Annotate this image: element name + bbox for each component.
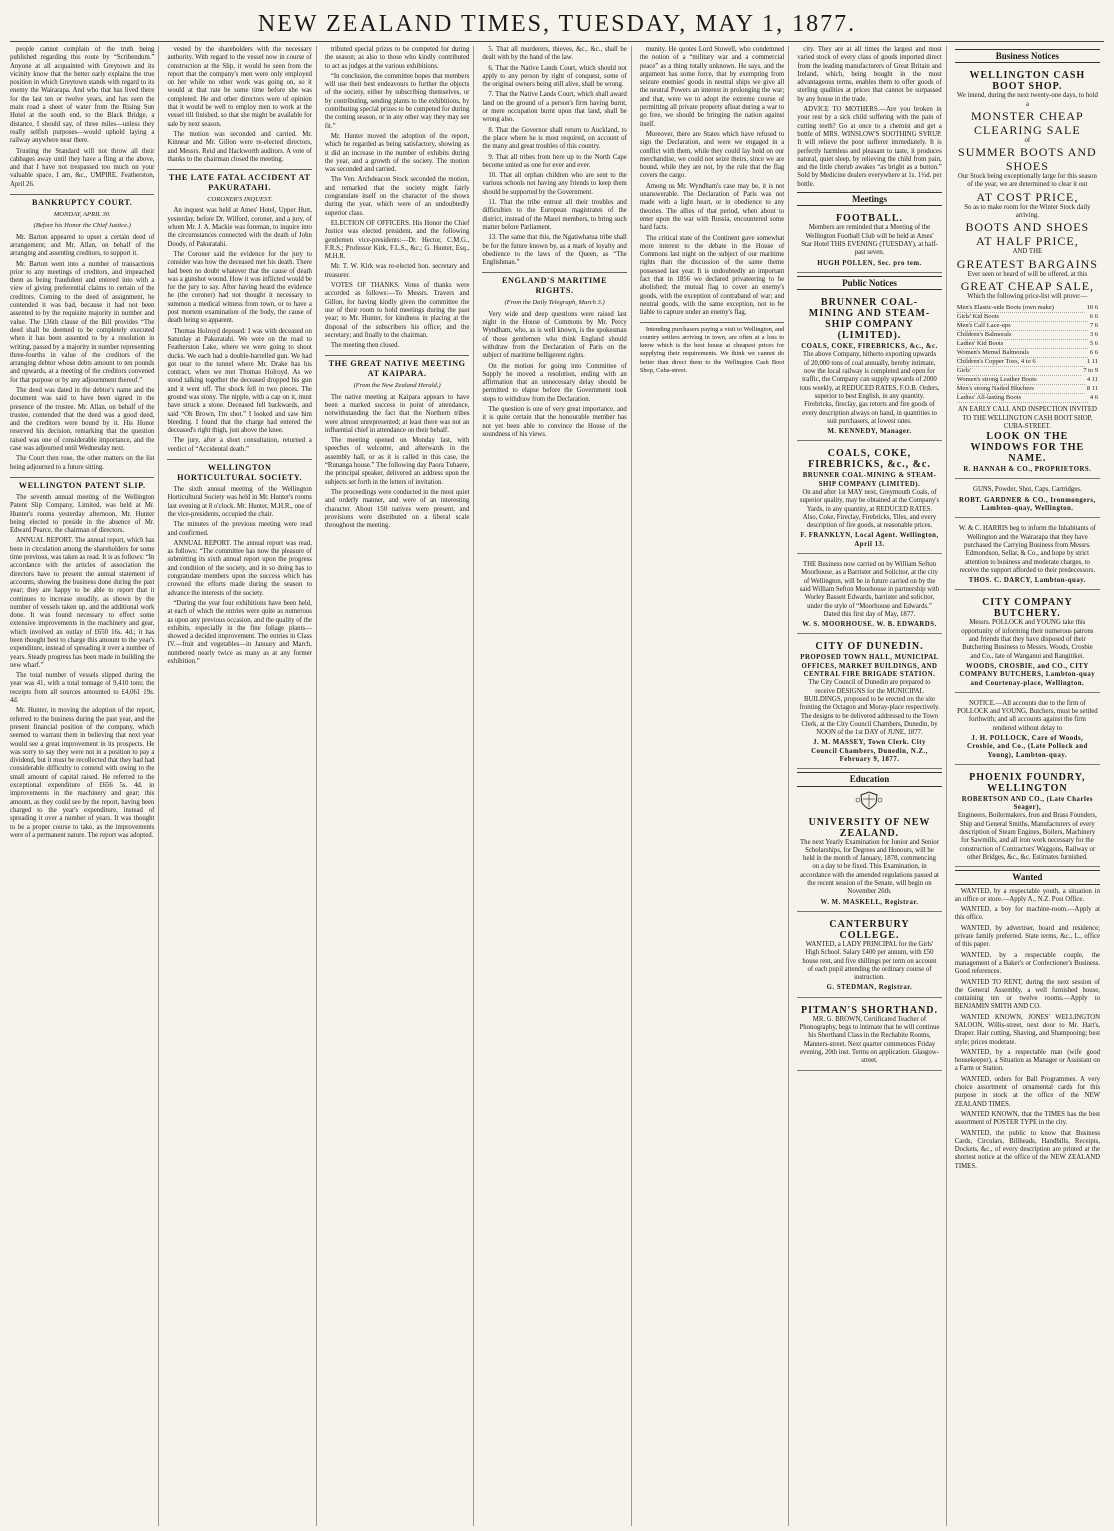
ad-headline: LOOK ON THE WINDOWS FOR THE NAME. — [970, 431, 1085, 465]
canterbury-ad — [797, 915, 941, 998]
paragraph: The meeting then closed. — [330, 342, 400, 350]
ad-text: The City Council of Dunedin are prepared to receive DESIGNS for the MUNICIPAL BUILDINGS, proposed to be erected on the site fronting the Octagon and Moray-place respectively. The designs to be delivered addressed to the Town Clerk, at the City Council Chambers, Dunedin, by NOON of the 1st DAY of JUNE, 1877. — [799, 679, 940, 737]
article-heading: WELLINGTON HORTICULTURAL SOCIETY. — [167, 459, 311, 483]
paragraph: Very wide and deep questions were raised last night in the House of Commons by Mr. Percy Wyndham, who, as is well known, is the spokesman of those gentlemen who think England should withdraw from the Declaration of Paris on the subject of maritime belligerent rights. — [482, 310, 627, 360]
columns — [10, 46, 1104, 1526]
paragraph: ADVICE TO MOTHERS.—Are you broken in your rest by a sick child suffering with the pain of cutting teeth? Go at once to a chemist and get a bottle of MRS. WINSLOW'S SOOTHING SYRUP. It will relieve the poor sufferer immediately. It is perfectly harmless and pleasant to taste, it produces natural, quiet sleep, by relieving the child from pain, and the little cherub awakes “as bright as a button.” Sold by Medicine dealers everywhere at 1s. 1½d. per bottle. — [797, 106, 942, 188]
price-row: Men's Calf Lace-ups 7 6 — [956, 322, 1099, 330]
paragraph: 9. That all tribes from here up to the North Cape become united as one for ever and ever. — [482, 153, 627, 169]
ad-title: PITMAN'S SHORTHAND. — [800, 1004, 938, 1016]
paragraph: The minutes of the previous meeting were read and confirmed. — [167, 521, 312, 537]
paragraph: Among us Mr. Wyndham's case may be, it is not unanswerable. The Declaration of Paris was not made with a light heart, or in obedience to any theories. The allies of that period, when about to enter upon the war with Russia, encountered some hard facts. — [639, 182, 785, 232]
ad-subtitle: BRUNNER COAL-MINING & STEAM-SHIP COMPANY (LIMITED). — [802, 472, 937, 488]
paragraph: people cannot complain of the truth being published regarding this route by “Scribendum.” Anyone at all acquainted with Greytown and its vicinity know that the better early explains the true position in which Greytown stands with regard to its enemy the Wairarapa. And who that has lived there for the last ten or twelve years, and has seen the main road a sheet of water from the Rising Sun Hotel at the south end, to the Black Bridge, a distance, I should say, of three miles—unless they really selfish purposes—would uphold laying a railway anywhere near there. — [10, 46, 155, 145]
dateline: MONDAY, APRIL 30. — [53, 211, 111, 219]
paragraph: 13. The same that this, the Ngatiwhatua tribe shall be for the future known by, as a mark of loyalty and obedience to the laws of the Queen, as “The Englishman.” — [482, 234, 627, 267]
bottom-notice: Intending purchasers paying a visit to Wellington, and country settlers arriving in town, are often at a loss to know which is the best house at cheapest prices for supplying their requirements. We think we cannot do better than direct them to the Wellington Cash Boot Shop, Cuba-street. — [640, 322, 784, 376]
paragraph: Mr. Hunter, in moving the adoption of the report, referred to the business during the past year, and the present financial position of the company, which seemed to warrant them in believing that next year would see a great improvement in its prospects. He was sorry to say they were not in a position to pay a dividend, but it must be recollected that they had had considerable difficulty to contend with owing to the small amount of capital raised. He referred to the exceptional expenditure of £656 5s. 4d. in improvements in the machinery and gear; this amount, as they could see by the report, having been charged to the year's expenditure, instead of spreading it over a number of years. It was thought to be a proper course to take, as the improvements were of a permanent nature. The report was adopted. — [10, 707, 155, 839]
ad-title: PHOENIX FOUNDRY, WELLINGTON — [969, 771, 1086, 794]
section-header-meetings: Meetings — [797, 192, 941, 206]
article-heading: THE GREAT NATIVE MEETING AT KAIPARA. — [325, 355, 469, 379]
paragraph: Moreover, there are States which have refused to sign the Declaration, and were we engaged in a conflict with them, while they could lay hold on our merchandise, we could not seize theirs, since we are bound, while they are not, by the rule that the flag covers the cargo. — [639, 130, 785, 180]
paragraph: city. They are at all times the largest and most varied stock of every class of goods imported direct from the leading manufacturers of Great Britain and Ireland, which, being bought in the most advantageous terms, enables them to offer goods of sterling qualities at prices that cannot be surpassed by any house in the trade. — [797, 46, 942, 103]
ad-headline: MONSTER CHEAP CLEARING SALE — [971, 108, 1084, 137]
column-1 — [10, 46, 159, 1526]
price-row: Children's Balmorals 3 6 — [956, 331, 1099, 339]
ad-headline: AT COST PRICE, — [976, 189, 1079, 204]
ad-text: So as to make room for the Winter Stock daily arriving. — [964, 203, 1091, 220]
paragraph: The native meeting at Kaipara appears to have been a marked success in point of attendance, notwithstanding the fact that the Northern tribes were almost unrepresented; at least there was not an influential chief in attendance on their behalf. — [324, 393, 470, 434]
ad-signature: THOS. C. DARCY, Lambton-quay. — [968, 577, 1086, 585]
ad-signature: W. S. MOORHOUSE. W. B. EDWARDS. — [802, 621, 937, 629]
dunedin-ad — [797, 637, 941, 769]
ad-signature: ROBT. GARDNER & CO., Ironmongers, Lambton-quay, Wellington. — [959, 496, 1096, 513]
paragraph: Mr. Hunter moved the adoption of the report, which he regarded as being satisfactory, showing as it did an increase in the number of exhibits during the year, and a growth of the society. The motion was seconded and carried. — [324, 132, 470, 174]
football-notice — [797, 209, 941, 272]
wanted-ad: WANTED, the public to know that Business Cards, Circulars, Billheads, Handbills, Receipts, Dockets, &c., of every description are printed at the shortest notice at the office of the NEW ZEALAND TIMES. — [954, 1129, 1101, 1170]
article-subhead: (From the New Zealand Herald.) — [353, 382, 441, 390]
paragraph: 11. That the tribe entrust all their troubles and difficulties to the European magistrates of the district, instead of the Maori members, to bring such matter before Parliament. — [482, 199, 627, 231]
article-subhead: (From the Daily Telegraph, March 3.) — [504, 299, 605, 307]
wanted-ad: WANTED, by a respectable youth, a situation in an office or store.—Apply A., N.Z. Post Office. — [954, 887, 1101, 903]
ad-subtitle: PROPOSED TOWN HALL, MUNICIPAL OFFICES, MARKET BUILDINGS, AND CENTRAL FIRE BRIGADE STATION. — [800, 654, 939, 679]
ad-text: Messrs. POLLOCK and YOUNG take this opportunity of informing their numerous patrons and friends that they have disposed of their Butchering Business to Messrs. Woods, Crosbie and Co., late of Wanganui and Rangitikei. — [961, 619, 1094, 660]
partnership-notice — [797, 557, 941, 634]
ad-signature: WOODS, CROSBIE, and CO., CITY COMPANY BUTCHERS, Lambton-quay and Courtenay-place, Wellington. — [959, 662, 1096, 687]
section-header-education: Education — [797, 772, 941, 786]
ad-text: On and after 1st MAY next, Greymouth Coals, of superior quality, may be obtained at the Company's Yards, in any quantity, at REDUCED RATES. Also, Coke, Fireclay, Firebricks, Tiles, and every description of fire goods, at reasonable prices. — [799, 488, 940, 530]
column-5 — [640, 46, 789, 1526]
paragraph: “In conclusion, the committee hopes that members will use their best endeavours to further the objects of the society, either by subscribing themselves, or by contributing, sending plants to the exhibitions, by contributing special prizes to be competed for during the coming season, or in any other way they may see fit.” — [324, 72, 470, 130]
article-subhead: CORONER'S INQUEST. — [207, 196, 273, 204]
paragraph: munity. He quotes Lord Stowell, who condemned the notion of a “military war and a commercial peace” as a thing totally unknown. He says, and the argument has some force, that by exempting from seizure enemies' goods in neutral ships we give all the neutral Powers an interest in prolonging the war; and that, were we to adopt the extreme course of permitting all private property afloat during a war to go free, we should be bringing the nation against itself. — [639, 46, 785, 128]
pitman-ad — [797, 1001, 941, 1071]
article-heading: WELLINGTON PATENT SLIP. — [10, 477, 154, 491]
ad-text: Members are reminded that a Meeting of the Wellington Football Club will be held at Ames' Star Hotel THIS EVENING (TUESDAY), at half-past seven. — [801, 224, 938, 257]
ad-subtitle: ROBERTSON AND CO., (Late Charles Seager), — [961, 795, 1094, 812]
column-3 — [325, 46, 474, 1526]
price-row: Ladies' All-lasting Boots 4 6 — [956, 394, 1099, 402]
wanted-ad: WANTED, orders for Ball Programmes. A very choice assortment of ornamental cards for this purpose in stock at the office of the NEW ZEALAND TIMES. — [954, 1075, 1101, 1108]
ad-title: WELLINGTON CASH BOOT SHOP. — [969, 70, 1086, 93]
paragraph: VOTES OF THANKS. Votes of thanks were accorded as follows:—To Messrs. Travers and Gillon, for having kindly given the committee the use of their room to hold meetings during the past year; to Mr. Hunter, for kindness in placing at the disposal of the subscribers his office; and the secretary; and finally to the chairman. — [324, 282, 470, 339]
column-4 — [482, 46, 631, 1526]
paragraph: The meeting opened on Monday last, with speeches of welcome, and afterwards in the assembly hall, or as it is called in this case, the “Runanga house.” The following day Paora Tuhaere, the principal speaker, delivered an address upon the subjects set forth in the letters of invitation. — [324, 437, 470, 486]
ad-title: BRUNNER COAL-MINING AND STEAM-SHIP COMPANY (LIMITED). — [808, 297, 931, 342]
ad-title: CANTERBURY COLLEGE. — [829, 918, 910, 941]
section-header-business-notices: Business Notices — [955, 49, 1100, 63]
wanted-ad: WANTED, by a respectable man (wife good housekeeper), a Situation as Manager or Assistant on a Farm or Station. — [954, 1048, 1101, 1073]
paragraph: The Court then rose, the other matters on the list being adjourned to a future sitting. — [10, 455, 155, 471]
ad-text: MR. G. BROWN, Certificated Teacher of Phonography, begs to intimate that he will continue his Shorthand Class in the Rechabite Rooms, Manners-street. Next quarter commences Friday evening, 20th inst. Terms on application. Glasgow-street. — [799, 1015, 940, 1065]
wanted-ad: WANTED TO RENT, during the next session of the General Assembly, a well furnished house, containing ten or twelve rooms.—Apply to BENJAMIN SMITH AND CO. — [954, 978, 1101, 1011]
paragraph: 8. That the Governor shall return to Auckland, to the place where he is most required, on account of the many and great troubles of this country. — [482, 126, 627, 151]
paragraph: The seventh annual meeting of the Wellington Patent Slip Company, Limited, was held at Mr. Hunter's rooms yesterday afternoon, Mr. Hunter being elected to preside in the absence of Mr. Edward Pearce, the chairman of directors. — [10, 493, 155, 535]
price-list — [957, 304, 1098, 403]
wanted-ad: WANTED KNOWN, that the TIMES has the best assortment of POSTER TYPE in the city. — [954, 1110, 1101, 1127]
paragraph: ELECTION OF OFFICERS. His Honor the Chief Justice was elected president, and the following gentlemen vice-presidents:—Dr. Hector, C.M.G., F.R.S.; Professor Kirk, F.L.S., &c.; G. Hunter, Esq., M.H.R. — [324, 219, 470, 261]
article-heading: ENGLAND'S MARITIME RIGHTS. — [482, 272, 626, 296]
ad-text: AND THE — [1012, 248, 1043, 256]
ad-text: W. & C. HARRIS beg to inform the Inhabitants of Wellington and the Wairarapa that they have purchased the Carrying Business from Messrs. Edmondson, Sellar, & Co., and hope by strict attention to business and moderate charges, to receive the support afforded to their predecessors. — [958, 525, 1096, 574]
section-header-public-notices: Public Notices — [797, 276, 941, 290]
ad-title: COALS, COKE, FIREBRICKS, &c., &c. — [808, 448, 931, 471]
wanted-ad: WANTED, a boy for machine-room.—Apply at this office. — [954, 906, 1101, 922]
paragraph: An inquest was held at Ames' Hotel, Upper Hutt, yesterday, before Dr. Wilford, coroner, and a jury, of whom Mr. J. A. Mackie was foreman, to inquire into the circumstances connected with the death of John Doody, of Pakuratahi. — [167, 207, 312, 248]
paragraph: 10. That all orphan children who are sent to the various schools not having any friends to keep them should be supported by the Government. — [482, 172, 627, 196]
ad-text: WANTED, a LADY PRINCIPAL for the Girls' High School. Salary £400 per annum, with £50 house rent, and five shillings per term on account of each pupil attending the ordinary course of instruction. — [802, 940, 937, 982]
guns-ad — [955, 482, 1100, 518]
accounts-notice — [955, 696, 1100, 765]
paragraph: The critical state of the Continent gave somewhat more interest to the debate in the House of Commons last night on the subject of our maritime rights than the discussion of the same theme possessed last year. It is undoubtedly an important fact that in 1856 we declared privateering to be abolished; the mutual flag to cover an enemy's goods, with the exception of contraband of war; and neutral goods, with the same exception, not to be liable to capture under an enemy's flag. — [639, 234, 785, 317]
paragraph: The deed was dated in the debtor's name and the document was said to have been signed in the presence of the trustee. Mr. Allan, on behalf of the trustee, contended that the deed was a good deed, and the creditors were bound by it. His Honor reserved his decision, remarking that the question raised was one of considerable importance, and the case was adjourned until Wednesday next. — [10, 386, 155, 453]
ad-headline: BOOTS AND SHOES AT HALF PRICE, — [965, 220, 1090, 249]
butchery-ad — [955, 593, 1100, 692]
ad-title: FOOTBALL. — [835, 213, 904, 225]
paragraph: The motion was seconded and carried. Mr. Kinnear and Mr. Gillon were re-elected directors, and Messrs. Reid and Hackworth auditors. A vote of thanks to the chairman closed the meeting. — [167, 130, 312, 163]
price-row: Women's strong Leather Boots 4 11 — [956, 376, 1099, 384]
article-subhead: (Before his Honor the Chief Justice.) — [33, 222, 131, 230]
paragraph: The jury, after a short consultation, returned a verdict of “Accidental death.” — [167, 437, 312, 453]
price-row: Children's Copper Toes, 4 to 6 1 11 — [956, 358, 1099, 366]
phoenix-foundry-ad — [955, 768, 1100, 867]
ad-headline: GREAT CHEAP SALE, — [960, 278, 1095, 293]
ad-text: AN EARLY CALL AND INSPECTION INVITED TO THE WELLINGTON CASH BOOT SHOP, CUBA-STREET. — [957, 406, 1097, 430]
ad-title: CITY OF DUNEDIN. — [815, 641, 924, 653]
paragraph: vested by the shareholders with the necessary authority. With regard to the vessel now in course of construction at the Slip, it would be seen from the report that the company's men were only employed on her while no other work was going on, so it would at that rate be some time before she was completed. He and other directors were of opinion that it would be well to employ men to work at the vessel till finished, so that she might be available for sale by next season. — [167, 46, 312, 128]
paragraph: tributed special prizes to be competed for during the season; as also to those who kindly contributed to act as judges at the various exhibitions. — [324, 46, 470, 70]
paragraph: Thomas Holroyd deposed: I was with deceased on Saturday at Pakuratahi. We were on the road to Featherston Lake, where we were going to shoot ducks. We each had a double-barrelled gun. We had got near to the tunnel where Mr. Drake has his contract, when we met Thomas Holroyd. As we stood talking together the deceased dropped his gun and it went off. The shock fell in two pieces. The ground was stony. The nipple, with a cap on it, must have struck a stone. Deceased fell backwards, and said “Oh Brown, I'm shot.” I looked and saw him bleeding. I found that the charge had entered the deceased's right thigh, just above the knee. — [167, 327, 312, 435]
wanted-ad: WANTED, by a respectable couple, the management of a Baker's or Confectioner's Business. Good references. — [954, 951, 1101, 976]
ad-title: CITY COMPANY BUTCHERY. — [982, 597, 1073, 620]
ad-text: NOTICE.—All accounts due to the firm of POLLOCK and YOUNG, Butchers, must be settled forthwith; and all accounts against the firm rendered without delay to — [957, 699, 1098, 732]
paragraph: The question is one of very great importance, and it is quite certain that the honourable member has not yet been able to convince the House of the soundness of his views. — [482, 405, 627, 438]
ad-subtitle: COALS, COKE, FIREBRICKS, &c., &c. — [801, 343, 938, 351]
ad-text: The next Yearly Examination for Junior and Senior Scholarships, for Degrees and Honours, will be held in the month of January, 1878, commencing on a day to be fixed. This Examination, in accordance with the amended regulations passed at the recent session of the Senate, will begin on November 26th. — [800, 838, 939, 896]
coals-ad — [797, 444, 941, 554]
price-row: Ladies' Kid Boots 5 6 — [956, 340, 1099, 348]
article-heading: THE LATE FATAL ACCIDENT AT PAKURATAHI. — [167, 169, 311, 193]
column-6 — [797, 46, 946, 1526]
brunner-ad — [797, 293, 941, 441]
coat-of-arms-icon — [855, 790, 883, 810]
column-7 — [955, 46, 1104, 1526]
section-header-wanted: Wanted — [955, 870, 1100, 884]
ad-headline: GREATEST BARGAINS — [956, 256, 1098, 271]
paragraph: The sixth annual meeting of the Wellington Horticultural Society was held in Mr. Hunter's rooms last evening at 8 o'clock. Mr. Hunter, M.H.R., one of the vice-presidents, occupied the chair. — [167, 486, 312, 518]
column-2 — [167, 46, 316, 1526]
paragraph: 6. That the Native Lands Court, which should not apply to any person by right of conquest, some of the original owners being still alive, shall be wrong. — [482, 64, 627, 89]
paragraph: 7. That the Native Lands Court, which shall award land on the ground of a person's firm having burnt, or mere occupation burnt upon that land, shall be wrong also. — [482, 91, 627, 124]
paragraph: Mr. T. W. Kirk was re-elected hon. secretary and treasurer. — [324, 263, 470, 279]
ad-text: The above Company, hitherto exporting upwards of 20,000 tons of coal annually, hereby intimate, now the local railway is completed and open for traffic, the Company can supply upwards of 2000 tons weekly, at REDUCED RATES, F.O.B. Orders, superior to best English, in any quantity. Firebricks, fireclay, gas retorts and fire goods of every description always on hand, in quantities to suit purchasers, at lowest rates. — [799, 351, 940, 425]
harris-ad — [955, 521, 1100, 590]
price-row: Women's Memel Balmorals 6 6 — [956, 349, 1099, 357]
paragraph: “During the year four exhibitions have been held, at each of which the entries were quite as numerous as upon any previous occasion, and the quality of the exhibits, especially in the fine foliage plants—showed a decided improvement. The entries in Class IV.—fruit and vegetables—in January and March, numbered nearly twice as many as at any former exhibition.” — [167, 599, 312, 665]
ad-title: UNIVERSITY OF NEW ZEALAND. — [808, 816, 931, 839]
paragraph: Mr. Barton appeared to upset a certain deed of arrangement; and Mr. Allan, on behalf of the arranging and assenting creditors, to support it. — [10, 233, 155, 258]
masthead: NEW ZEALAND TIMES, TUESDAY, MAY 1, 1877. — [10, 8, 1104, 42]
paragraph: ANNUAL REPORT. The annual report, which has been in circulation among the shareholders for some time previous, was taken as read. It is as follows: “In accordance with the articles of association the directors have to present the annual statement of accounts, showing the business done during the past year; they are happy to be able to report that it continues to increase steadily, as shown by the number of vessels taken up, and the additional work done. It was found necessary to effect some extensive improvements in the machinery and gear, which involved an outlay of £650 16s. 4d.; it has been thought best to charge this amount to the year's expenditure, instead of spreading it over a number of years. Steady progress has been made in building the new wharf.” — [10, 537, 155, 669]
ad-signature: F. FRANKLYN, Local Agent. Wellington, April 13. — [800, 532, 939, 548]
ad-text: Ever seen or heard of will be offered, at this — [967, 270, 1088, 278]
price-row: Men's strong Nailed Bluchers 8 11 — [956, 385, 1099, 393]
paragraph: ANNUAL REPORT. The annual report was read, as follows: “The committee has now the pleasure of submitting its sixth annual report upon the progress and condition of the society, and in so doing has to congratulate members upon the success which has crowned the efforts made during the season to advance the interests of the society. — [167, 539, 312, 597]
paragraph: Mr. Barton went into a number of transactions prior to any meetings of creditors, and impeached them as being fraudulent and entered into with a view of giving preferential claims to certain of the creditors. Coming to the deed of assignment, he contended it was bad, because it had not been assented to by the requisite majority in number and value. The 136th clause of the Bill provides “The deed shall be deemed to be completely executed when it has been assented to by a resolution in writing, passed by a majority in number representing three-fourths in value of the creditors of the arranging debtor whose debts amount to ten pounds and upwards, at a meeting of the creditors convened for that purpose or by any adjournment thereof.” — [10, 260, 155, 384]
ad-text: THE Business now carried on by William Sefton Moorhouse, as a Barrister and Solicitor, at the city of Wellington, will be in future carried on by the said William Sefton Moorhouse in partnership with Worley Bassett Edwards, barrister and solicitor, under the style of “Moorhouse and Edwards.” Dated this first day of May, 1877. — [799, 561, 940, 618]
ad-signature: G. STEDMAN, Registrar. — [826, 984, 913, 992]
paragraph: The Coroner said the evidence for the jury to consider was how the deceased met his death. There had been no doubt whatever that the cause of death was a gunshot wound. How it was inflicted would be for the jury to say. After having heard the evidence he (the coroner) had not thought it necessary to summon a medical witness from town, or to have a post mortem examination of the body, the cause of death being so apparent. — [167, 250, 312, 325]
wanted-ad: WANTED KNOWN, JONES' WELLINGTON SALOON, Willis-street, next door to Mr. Hart's, Draper. Hair cutting, Shaving, and Shampooing; best style; prices moderate. — [954, 1013, 1101, 1046]
price-row: Girls' Kid Boots 6 6 — [956, 313, 1099, 321]
ad-text: GUNS, Powder, Shot, Caps, Cartridges. — [973, 486, 1082, 494]
paragraph: Trusting the Standard will not throw all their cabbages away until they have a fling at the above, and that I have not trespassed too much on your valuable space, I am, &c., UMPIRE. Featherston, April 26. — [10, 147, 155, 188]
price-row: Girls' 7 to 9 — [956, 367, 1099, 375]
article-heading: BANKRUPTCY COURT. — [10, 194, 154, 208]
ad-text: Which the following price-list will prove:— — [967, 292, 1088, 300]
ad-signature: J. M. MASSEY, Town Clerk. City Council Chambers, Dunedin, N.Z., February 9, 1877. — [811, 739, 928, 763]
paragraph: 5. That all murderers, thieves, &c., &c., shall be dealt with by the hand of the law. — [482, 46, 627, 62]
ad-signature: HUGH POLLEN, Sec. pro tem. — [817, 259, 922, 267]
ad-text: of — [1024, 136, 1031, 144]
boot-shop-ad — [955, 66, 1100, 479]
wanted-ad: WANTED, by advertiser, board and residence; private family preferred. State terms, &c., L., office of this paper. — [954, 924, 1101, 949]
university-ad — [797, 813, 941, 912]
ad-text: Engineers, Boilermakers, Iron and Brass Founders, Ship and General Smiths, Manufacturers of every description of Steam Engines, Boilers, Machinery for Sawmills, and all iron work necessary for the construction of Contractors' Waggons, Railway or other Bridges, &c., &c. Estimates furnished. — [957, 812, 1097, 861]
paragraph: The total number of vessels slipped during the year was 41, with a total tonnage of 9,410 tons; the receipts from all sources amounted to £4,061 19s. 4d. — [10, 672, 155, 705]
ad-signature: M. KENNEDY, Manager. — [827, 428, 912, 436]
ad-text: We intend, during the next twenty-one days, to hold a — [956, 92, 1098, 108]
paragraph: The Ven. Archdeacon Stock seconded the motion, and remarked that the society might fairly congratulate itself on the character of the shows during the year, which were of an undoubtedly superior class. — [324, 176, 470, 217]
paragraph: On the motion for going into Committee of Supply he moved a resolution, ending with an affirmation that an unnecessary delay should be permitted to elapse before the Government took steps to withdraw from the Declaration. — [482, 362, 627, 403]
price-row: Men's Elastic-side Boots (own make) 10 6 — [956, 304, 1099, 312]
ad-headline: SUMMER BOOTS AND SHOES — [958, 145, 1097, 174]
ad-signature: W. M. MASKELL, Registrar. — [820, 898, 919, 906]
ad-signature: J. H. POLLOCK, Care of Woods, Crosbie, and Co., (Late Pollock and Young), Lambton-quay. — [966, 734, 1088, 759]
paragraph: The proceedings were conducted in the most quiet and orderly manner, and were of an interesting character. About 150 natives were present, and provisions were distributed on a liberal scale throughout the meeting. — [324, 488, 470, 530]
ad-signature: R. HANNAH & CO., PROPRIETORS. — [963, 466, 1092, 474]
ad-text: Our Stock being exceptionally large for this season of the year, we are determined to clear it out — [957, 173, 1097, 189]
